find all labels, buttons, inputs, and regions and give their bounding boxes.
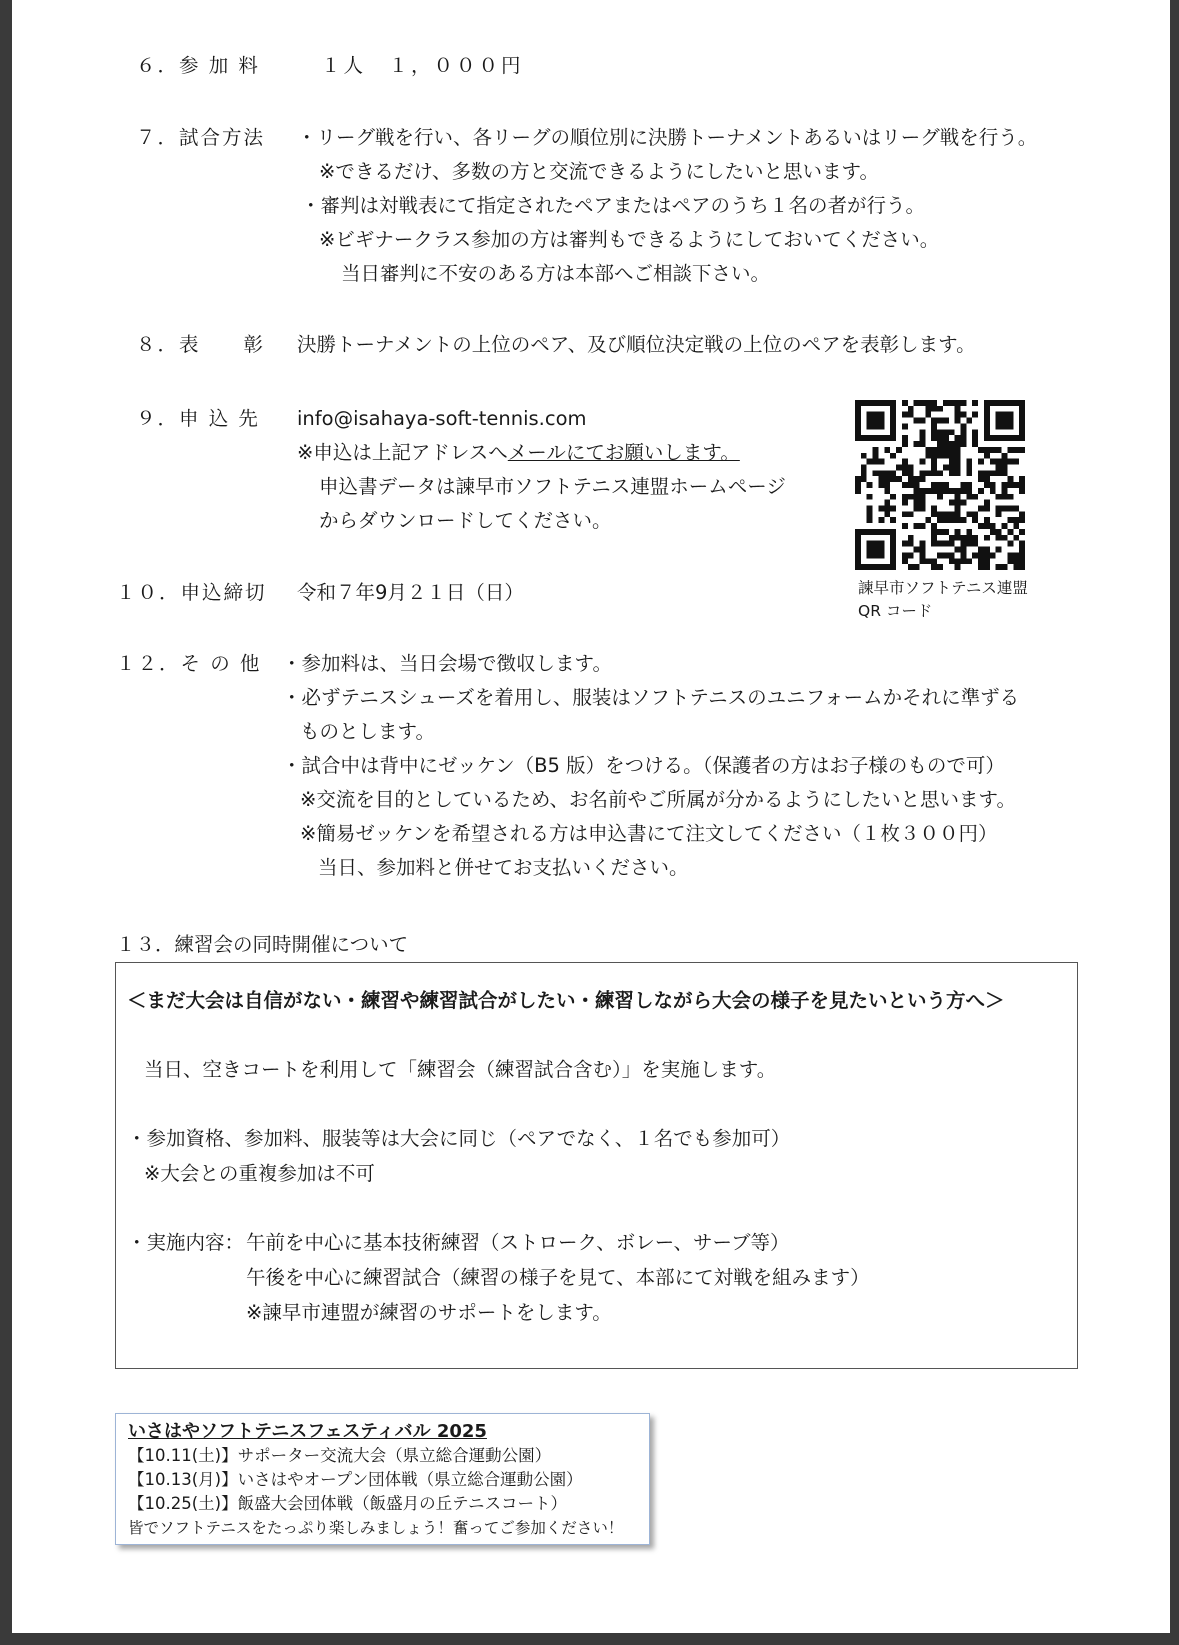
qr-caption-label: QR コード (858, 602, 933, 620)
festival-footer: 皆でソフトテニスをたっぷり楽しみましょう！奮ってご参加ください！ (128, 1519, 624, 1537)
practice-content-line: 午前を中心に基本技術練習（ストローク、ボレー、サーブ等） (246, 1231, 790, 1254)
festival-event: 【10.11(土)】サポーター交流大会（県立総合運動公園） (128, 1446, 552, 1465)
section-number: ９．申 込 先 (136, 407, 260, 430)
practice-info-box (115, 962, 1078, 1369)
award-text: 決勝トーナメントの上位のペア、及び順位決定戦の上位のペアを表彰します。 (297, 333, 976, 356)
practice-qualification-note: ※大会との重複参加は不可 (144, 1162, 375, 1185)
section-number: ７．試合方法 (136, 126, 266, 149)
apply-lines (297, 402, 786, 538)
festival-event: 【10.13(月)】いさはやオープン団体戦（県立総合運動公園） (128, 1470, 583, 1489)
section-number: １０．申込締切 (116, 581, 267, 604)
apply-note-underlined: メールにてお願いします。 (507, 441, 740, 464)
fee-text: １人 １，０００円 (321, 54, 524, 77)
practice-content-line: ※諫早市連盟が練習のサポートをします。 (246, 1301, 612, 1324)
apply-line: 申込書データは諫早市ソフトテニス連盟ホームページ (319, 475, 786, 498)
section-number: ８．表 彰 (136, 333, 266, 356)
other-line: ・試合中は背中にゼッケン（B5 版）をつける。（保護者の方はお子様のもので可） (282, 754, 1005, 777)
method-line: ・リーグ戦を行い、各リーグの順位別に決勝トーナメントあるいはリーグ戦を行う。 (297, 126, 1038, 149)
qr-caption-org: 諫早市ソフトテニス連盟 (858, 579, 1028, 597)
apply-email-link[interactable]: info@isahaya-soft-tennis.com (297, 407, 587, 430)
practice-heading: ＜まだ大会は自信がない・練習や練習試合がしたい・練習しながら大会の様子を見たいという方へ＞ (127, 989, 1005, 1012)
other-line: ・参加料は、当日会場で徴収します。 (282, 652, 612, 675)
other-line: ・必ずテニスシューズを着用し、服装はソフトテニスのユニフォームかそれに準ずる (282, 686, 1020, 709)
practice-content-label: ・実施内容： (127, 1231, 245, 1254)
section-number: １２．そ の 他 (116, 652, 262, 675)
section-practice-heading: １３．練習会の同時開催について (116, 933, 409, 956)
apply-note (297, 436, 786, 470)
method-lines (297, 121, 1037, 291)
other-lines (282, 647, 1019, 885)
festival-info-box (115, 1413, 650, 1545)
method-line: ・審判は対戦表にて指定されたペアまたはペアのうち１名の者が行う。 (301, 194, 926, 217)
other-line: ものとします。 (300, 720, 435, 743)
festival-title: いさはやソフトテニスフェスティバル 2025 (128, 1421, 487, 1442)
apply-line: からダウンロードしてください。 (319, 509, 612, 532)
section-number: ６．参 加 料 (136, 54, 260, 77)
apply-note-prefix: ※申込は上記アドレスへ (297, 441, 508, 464)
qr-caption (858, 577, 1028, 623)
method-line: ※できるだけ、多数の方と交流できるようにしたいと思います。 (319, 160, 879, 183)
practice-intro: 当日、空きコートを利用して「練習会（練習試合含む）」を実施します。 (144, 1058, 777, 1081)
other-line: 当日、参加料と併せてお支払いください。 (318, 856, 689, 879)
deadline-text: 令和７年9月２１日（日） (297, 581, 524, 604)
festival-event: 【10.25(土)】飯盛大会団体戦（飯盛月の丘テニスコート） (128, 1494, 567, 1513)
qr-code-image (855, 400, 1025, 570)
practice-content-line: 午後を中心に練習試合（練習の様子を見て、本部にて対戦を組みます） (246, 1266, 870, 1289)
other-line: ※交流を目的としているため、お名前やご所属が分かるようにしたいと思います。 (300, 788, 1016, 811)
practice-qualification: ・参加資格、参加料、服装等は大会に同じ（ペアでなく、１名でも参加可） (127, 1127, 791, 1150)
method-line: ※ビギナークラス参加の方は審判もできるようにしておいてください。 (319, 228, 940, 251)
document-page (12, 0, 1170, 1633)
other-line: ※簡易ゼッケンを希望される方は申込書にて注文してください（１枚３００円） (300, 822, 998, 845)
method-line: 当日審判に不安のある方は本部へご相談下さい。 (341, 262, 771, 285)
